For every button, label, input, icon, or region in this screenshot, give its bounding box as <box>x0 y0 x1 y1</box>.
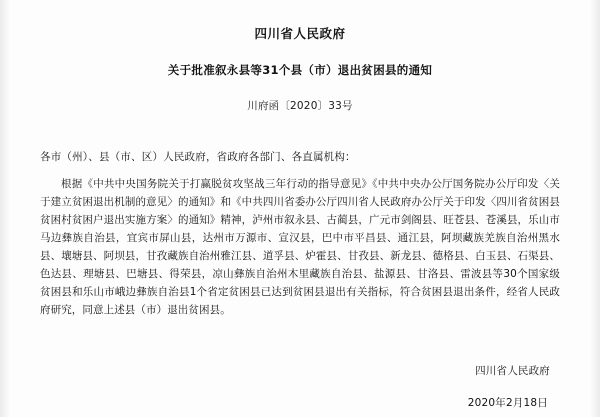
page-right-shadow <box>590 0 600 417</box>
document-number: 川府函〔2020〕33号 <box>247 100 353 112</box>
document-subtitle: 关于批准叙永县等31个县（市）退出贫困县的通知 <box>167 63 433 77</box>
signature-block <box>40 363 560 410</box>
page-title: 四川省人民政府 <box>254 26 346 41</box>
body-paragraph: 根据《中共中央国务院关于打赢脱贫攻坚战三年行动的指导意见》《中共中央办公厅国务院办公厅印发〈关于建立贫困退出机制的意见〉的通知》和《中共四川省委办公厅四川省人民政府办公厅关于印发〈四川省贫困县贫困村贫困户退出实施方案〉的通知》精神，泸州市叙永县、古蔺县，广元市剑阁县、旺苍县、苍溪县，乐山市马边彝族自治县，宜宾市屏山县，达州市万源市、宣汉县，巴中市平昌县、通江县，阿坝藏族羌族自治州黑水县、壤塘县、阿坝县，甘孜藏族自治州雅江县、道孚县、炉霍县、甘孜县、新龙县、德格县、白玉县、石渠县、色达县、理塘县、巴塘县、得荣县，凉山彝族自治州木里藏族自治县、盐源县、甘洛县、雷波县等30个国家级贫困县和乐山市峨边彝族自治县1个省定贫困县已达到贫困县退出有关指标，符合贫困县退出条件，经省人民政府研究，同意上述县（市）退出贫困县。 <box>40 177 560 317</box>
recipient-line: 各市（州）、县（市、区）人民政府，省政府各部门、各直属机构： <box>40 151 356 163</box>
signature-date: 2020年2月18日 <box>467 397 548 410</box>
page-left-shadow <box>0 0 10 417</box>
signature-organization: 四川省人民政府 <box>475 365 550 378</box>
